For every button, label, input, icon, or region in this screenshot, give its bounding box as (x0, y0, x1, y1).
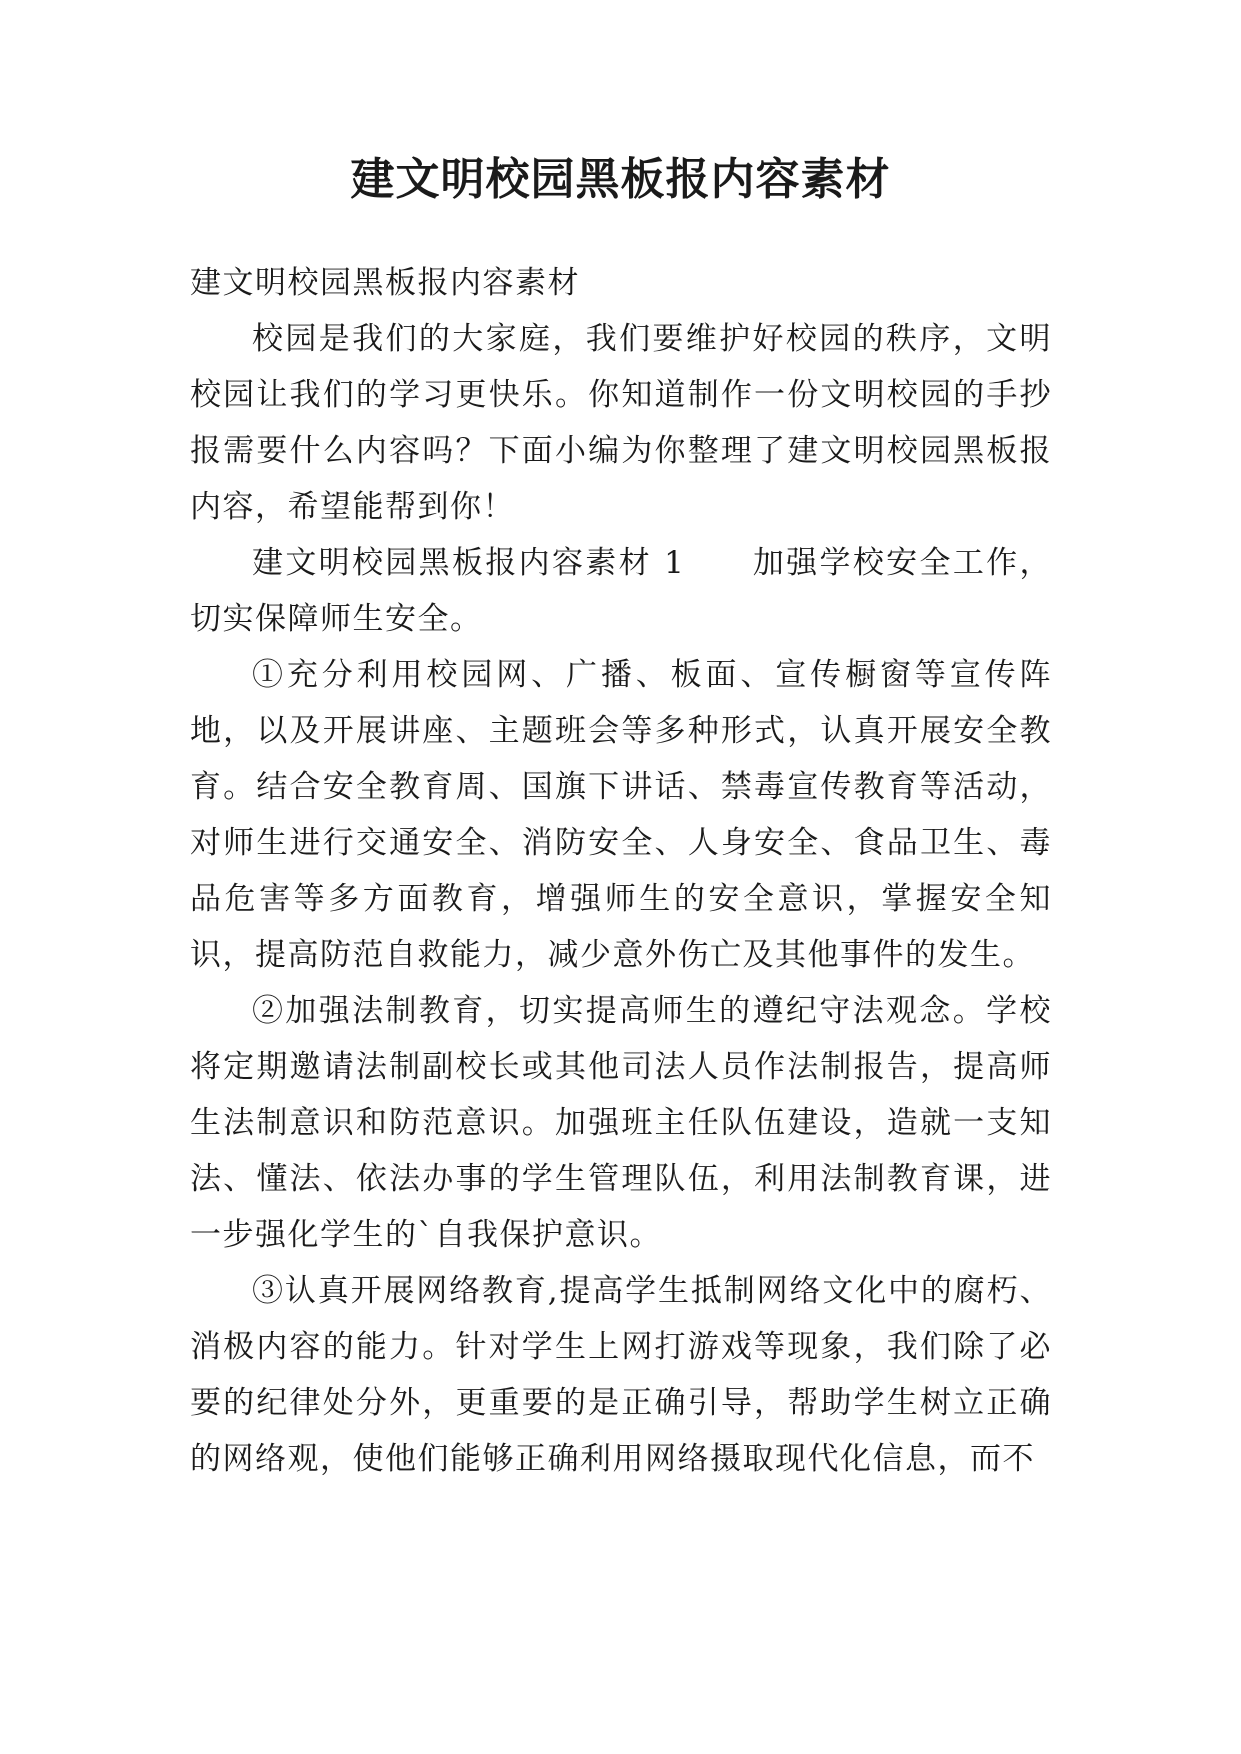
paragraph-item-2: ②加强法制教育，切实提高师生的遵纪守法观念。学校将定期邀请法制副校长或其他司法人员作法制报告，提高师生法制意识和防范意识。加强班主任队伍建设，造就一支知法、懂法、依法办事的学生管理队伍，利用法制教育课，进一步强化学生的`自我保护意识。 (190, 993, 1052, 1253)
document-title: 建文明校园黑板报内容素材 (350, 154, 891, 205)
paragraph-subtitle: 建文明校园黑板报内容素材 (190, 265, 580, 301)
document-body (190, 255, 1052, 1487)
paragraph-intro: 校园是我们的大家庭，我们要维护好校园的秩序，文明校园让我们的学习更快乐。你知道制作一份文明校园的手抄报需要什么内容吗？下面小编为你整理了建文明校园黑板报内容，希望能帮到你！ (190, 321, 1052, 525)
paragraph-item-3: ③认真开展网络教育,提高学生抵制网络文化中的腐朽、消极内容的能力。针对学生上网打游戏等现象，我们除了必要的纪律处分外，更重要的是正确引导，帮助学生树立正确的网络观，使他们能够正确利用网络摄取现代化信息，而不 (190, 1273, 1052, 1477)
paragraph-section-heading: 建文明校园黑板报内容素材 1 加强学校安全工作，切实保障师生安全。 (190, 545, 1052, 637)
paragraph-item-1: ①充分利用校园网、广播、板面、宣传橱窗等宣传阵地，以及开展讲座、主题班会等多种形式，认真开展安全教育。结合安全教育周、国旗下讲话、禁毒宣传教育等活动，对师生进行交通安全、消防安全、人身安全、食品卫生、毒品危害等多方面教育，增强师生的安全意识，掌握安全知识，提高防范自救能力，减少意外伤亡及其他事件的发生。 (190, 657, 1052, 973)
